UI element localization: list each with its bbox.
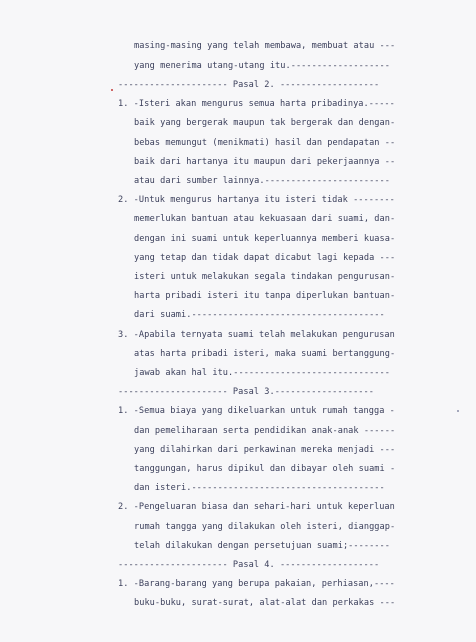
text-line-13: isteri untuk melakukan segala tindakan pengurusan- [134,272,396,282]
text-line-8: atau dari sumber lainnya.------------------------ [134,176,390,186]
text-line-14: harta pribadi isteri itu tanpa diperlukan bantuan- [134,291,396,301]
text-line-2: yang menerima utang-utang itu.------------------- [134,61,390,71]
red-ink-speck [111,89,113,91]
ink-speck [457,410,459,412]
text-line-25: 2. -Pengeluaran biasa dan sehari-hari untuk keperluan [118,502,395,512]
text-line-26: rumah tangga yang dilakukan oleh isteri, dianggap- [134,522,396,532]
text-line-1: masing-masing yang telah membawa, membuat atau --- [134,41,396,51]
text-line-29: 1. -Barang-barang yang berupa pakaian, perhiasan,---- [118,579,395,589]
pasal-3-heading: --------------------- Pasal 3.------------------- [118,387,374,397]
text-line-9: 2. -Untuk mengurus hartanya itu isteri tidak -------- [118,195,395,205]
text-line-15: dari suami.------------------------------------- [134,310,385,320]
text-line-11: dengan ini suami untuk keperluannya memberi kuasa- [134,234,396,244]
text-line-12: yang tetap dan tidak dapat dicabut lagi kepada --- [134,253,396,263]
text-line-24: dan isteri.------------------------------------- [134,483,385,493]
pasal-4-heading: --------------------- Pasal 4. ------------------- [118,560,380,570]
text-line-17: atas harta pribadi isteri, maka suami bertanggung- [134,349,396,359]
text-line-4: 1. -Isteri akan mengurus semua harta pribadinya.----- [118,99,395,109]
text-line-22: yang dilahirkan dari perkawinan mereka menjadi --- [134,445,396,455]
text-line-18: jawab akan hal itu.------------------------------ [134,368,390,378]
text-line-21: dan pemeliharaan serta pendidikan anak-anak ------ [134,426,396,436]
text-line-7: baik dari hartanya itu maupun dari pekerjaannya -- [134,157,396,167]
text-line-6: bebas memungut (menikmati) hasil dan pendapatan -- [134,138,396,148]
text-line-27: telah dilakukan dengan persetujuan suami;-------- [134,541,390,551]
text-line-10: memerlukan bantuan atau kekuasaan dari suami, dan- [134,214,396,224]
pasal-2-heading: --------------------- Pasal 2. ------------------- [118,80,380,90]
text-line-30: buku-buku, surat-surat, alat-alat dan perkakas --- [134,598,396,608]
text-line-23: tanggungan, harus dipikul dan dibayar oleh suami - [134,464,396,474]
text-line-16: 3. -Apabila ternyata suami telah melakukan pengurusan [118,330,395,340]
text-line-20: 1. -Semua biaya yang dikeluarkan untuk rumah tangga - [118,406,395,416]
text-line-5: baik yang bergerak maupun tak bergerak dan dengan- [134,118,396,128]
